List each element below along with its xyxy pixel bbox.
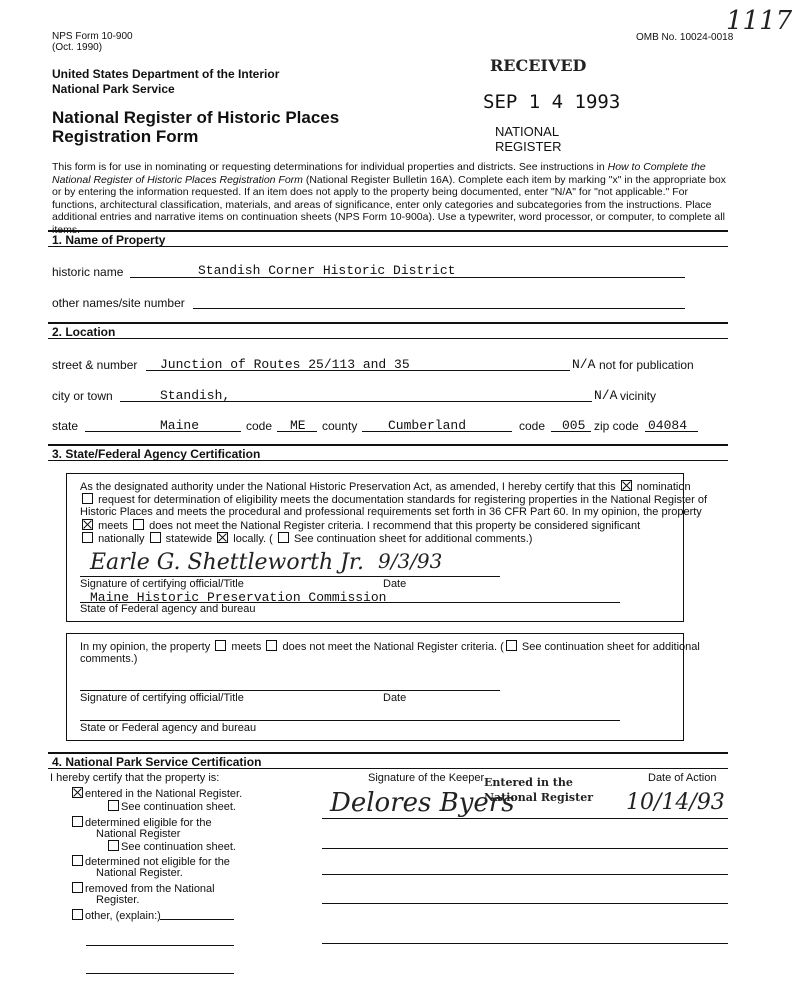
meets-checkbox[interactable] [82,519,93,530]
keeper-signature-label: Signature of the Keeper [368,772,485,784]
omb-number: OMB No. 10024-0018 [636,32,734,43]
county-code-label: code [519,419,546,433]
city-label: city or town [52,389,113,403]
state-value[interactable]: Maine [160,418,200,433]
option-not-eligible-2: National Register. [96,867,183,879]
vicinity-label: vicinity [620,389,657,403]
opinion-agency-label: State or Federal agency and bureau [80,722,257,734]
zip-label: zip code [594,419,639,433]
entered-continuation-checkbox[interactable] [108,800,119,811]
locally-checkbox[interactable] [217,532,228,543]
removed-checkbox[interactable] [72,882,83,893]
opinion-continuation-checkbox[interactable] [506,640,517,651]
entered-stamp-1: Entered in the [484,776,573,789]
street-na: N/A [572,357,596,372]
nomination-checkbox[interactable] [621,480,632,491]
historic-name-label: historic name [52,265,124,279]
cert-line-5: nationally statewide locally. ( See continuation sheet for additional comments.) [80,532,532,546]
opinion-line-1: In my opinion, the property meets does not meet the National Register criteria. ( See continuation sheet for additional [80,641,700,653]
received-stamp: RECEIVED [490,56,587,75]
date-label: Date [383,578,407,590]
section-1-heading: 1. Name of Property [52,233,166,247]
entered-checkbox[interactable] [72,787,83,798]
street-value[interactable]: Junction of Routes 25/113 and 35 [160,357,410,372]
does-not-meet-checkbox[interactable] [133,519,144,530]
street-label: street & number [52,358,138,372]
option-entered-cont: See continuation sheet. [106,800,236,814]
keeper-intro: I hereby certify that the property is: [50,772,220,784]
opinion-date-label: Date [383,692,407,704]
opinion-signature-label: Signature of certifying official/Title [80,692,244,704]
city-value[interactable]: Standish, [160,388,231,403]
continuation-checkbox[interactable] [278,532,289,543]
keeper-signature: Delores Byers [330,788,515,818]
section-2-heading: 2. Location [52,325,116,339]
option-eligible-2: National Register [96,828,181,840]
historic-name-value[interactable]: Standish Corner Historic District [198,263,456,278]
county-label: county [322,419,358,433]
eligible-continuation-checkbox[interactable] [108,840,119,851]
service: National Park Service [52,82,175,96]
option-not-eligible: determined not eligible for the [70,855,230,869]
cert-line-2: request for determination of eligibility meets the documentation standards for registering properties in the National Register of [80,493,707,507]
received-date: SEP 1 4 1993 [483,91,621,113]
other-names-label: other names/site number [52,296,185,310]
section-3-heading: 3. State/Federal Agency Certification [52,447,261,461]
entered-stamp-2: National Register [484,791,593,804]
stamp-national: NATIONAL [495,124,560,139]
certifying-date: 9/3/93 [378,549,443,573]
form-date: (Oct. 1990) [52,42,103,53]
section-4-heading: 4. National Park Service Certification [52,755,262,769]
county-value[interactable]: Cumberland [388,418,467,433]
option-other: other, (explain:) [70,909,161,923]
not-for-publication-label: not for publication [599,358,694,372]
date-of-action-label: Date of Action [648,772,717,784]
action-date: 10/14/93 [626,790,725,815]
zip-value[interactable]: 04084 [648,418,688,433]
nationally-checkbox[interactable] [82,532,93,543]
state-code-label: code [246,419,273,433]
option-eligible: determined eligible for the [70,816,212,830]
form-title-2: Registration Form [52,127,199,146]
signature-label: Signature of certifying official/Title [80,578,244,590]
agency-label: State of Federal agency and bureau [80,603,256,615]
county-code-value[interactable]: 005 [562,418,586,433]
opinion-meets-checkbox[interactable] [215,640,226,651]
option-removed-2: Register. [96,894,140,906]
option-entered: entered in the National Register. [70,787,242,801]
statewide-checkbox[interactable] [150,532,161,543]
cert-line-4: meets does not meet the National Register criteria. I recommend that this property be considered significant [80,519,640,533]
agency-value[interactable]: Maine Historic Preservation Commission [90,590,387,605]
handwritten-number: 1117 [726,6,792,36]
form-number: NPS Form 10-900 [52,31,133,42]
option-eligible-cont: See continuation sheet. [106,840,236,854]
cert-line-1: As the designated authority under the National Historic Preservation Act, as amended, I hereby certify that this nomination [80,481,691,493]
cert-line-3: Historic Places and meets the procedural and professional requirements set forth in 36 CFR Part 60. In my opinion, the property [80,506,702,518]
option-removed: removed from the National [70,882,215,896]
opinion-does-not-meet-checkbox[interactable] [266,640,277,651]
form-title-1: National Register of Historic Places [52,108,340,127]
department: United States Department of the Interior [52,67,280,81]
eligible-checkbox[interactable] [72,816,83,827]
other-checkbox[interactable] [72,909,83,920]
not-eligible-checkbox[interactable] [72,855,83,866]
instructions: This form is for use in nominating or requesting determinations for individual properties and districts. See instructions in How to Complete the National Register of Historic Places Registration Form (National Register Bulletin 16A). Complete each item by marking "x" in the appropriate box or by entering the information requested. If an item does not apply to the property being documented, enter "N/A" for "not applicable." For functions, architectural classification, materials, and areas of significance, enter only categories and subcategories from the instructions. Place additional entries and narrative items on continuation sheets (NPS Form 10-900a). Use a typewriter, word processor, or computer, to complete all items. [52,161,726,236]
state-code-value[interactable]: ME [290,418,306,433]
state-label: state [52,419,79,433]
stamp-register: REGISTER [495,139,562,154]
city-na: N/A [594,388,618,403]
request-checkbox[interactable] [82,493,93,504]
certifying-signature: Earle G. Shettleworth Jr. [90,550,365,575]
opinion-line-2: comments.) [80,653,138,665]
